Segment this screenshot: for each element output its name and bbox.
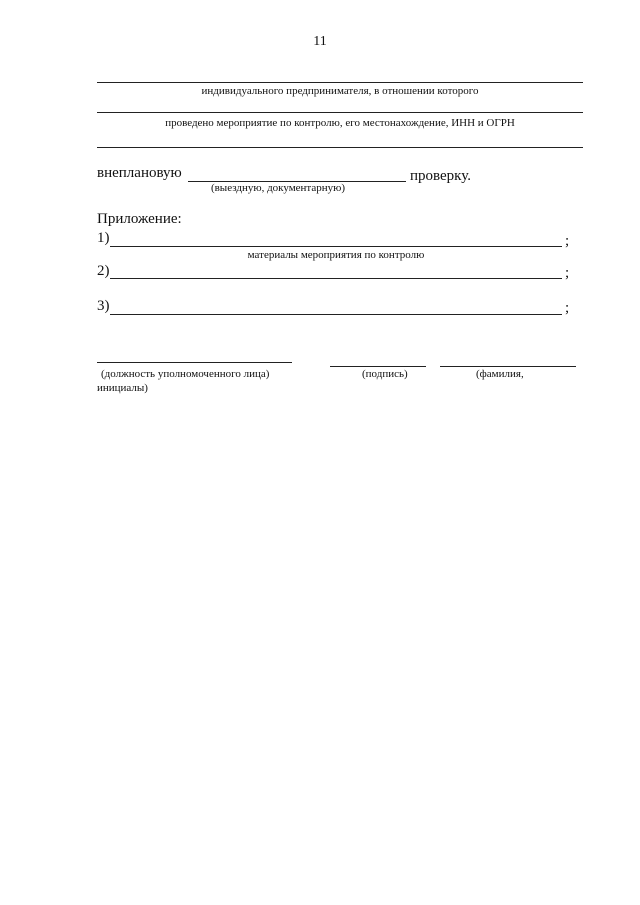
blank-line-address [97, 147, 583, 148]
appendix-hint: материалы мероприятия по контролю [247, 249, 425, 261]
position-hint: (должность уполномоченного лица) [101, 368, 270, 380]
appendix-title: Приложение: [97, 211, 182, 227]
appendix-item-terminator: ; [565, 233, 570, 249]
caption-event: проведено мероприятие по контролю, его местонахождение, ИНН и ОГРН [165, 117, 515, 129]
signature-sign-line [330, 366, 426, 367]
appendix-item-number: 1) [97, 230, 110, 246]
sign-hint: (подпись) [362, 368, 408, 380]
unplanned-label: внеплановую [97, 165, 182, 181]
appendix-item-line [110, 314, 562, 315]
page-number: 11 [313, 34, 327, 49]
signature-name-line [440, 366, 576, 367]
check-label: проверку. [410, 168, 472, 184]
check-type-hint: (выездную, документарную) [210, 182, 346, 194]
appendix-item-number: 2) [97, 263, 110, 279]
caption-entrepreneur: индивидуального предпринимателя, в отношении которого [201, 85, 479, 97]
appendix-item-number: 3) [97, 298, 110, 314]
appendix-item-line [110, 246, 562, 247]
appendix-item-line [110, 278, 562, 279]
appendix-item-terminator: ; [565, 300, 570, 316]
appendix-item-terminator: ; [565, 265, 570, 281]
blank-line-entrepreneur [97, 82, 583, 83]
name-hint: (фамилия, [476, 368, 524, 380]
signature-position-line [97, 362, 292, 363]
blank-line-event [97, 112, 583, 113]
position-hint-continuation: инициалы) [97, 382, 148, 394]
